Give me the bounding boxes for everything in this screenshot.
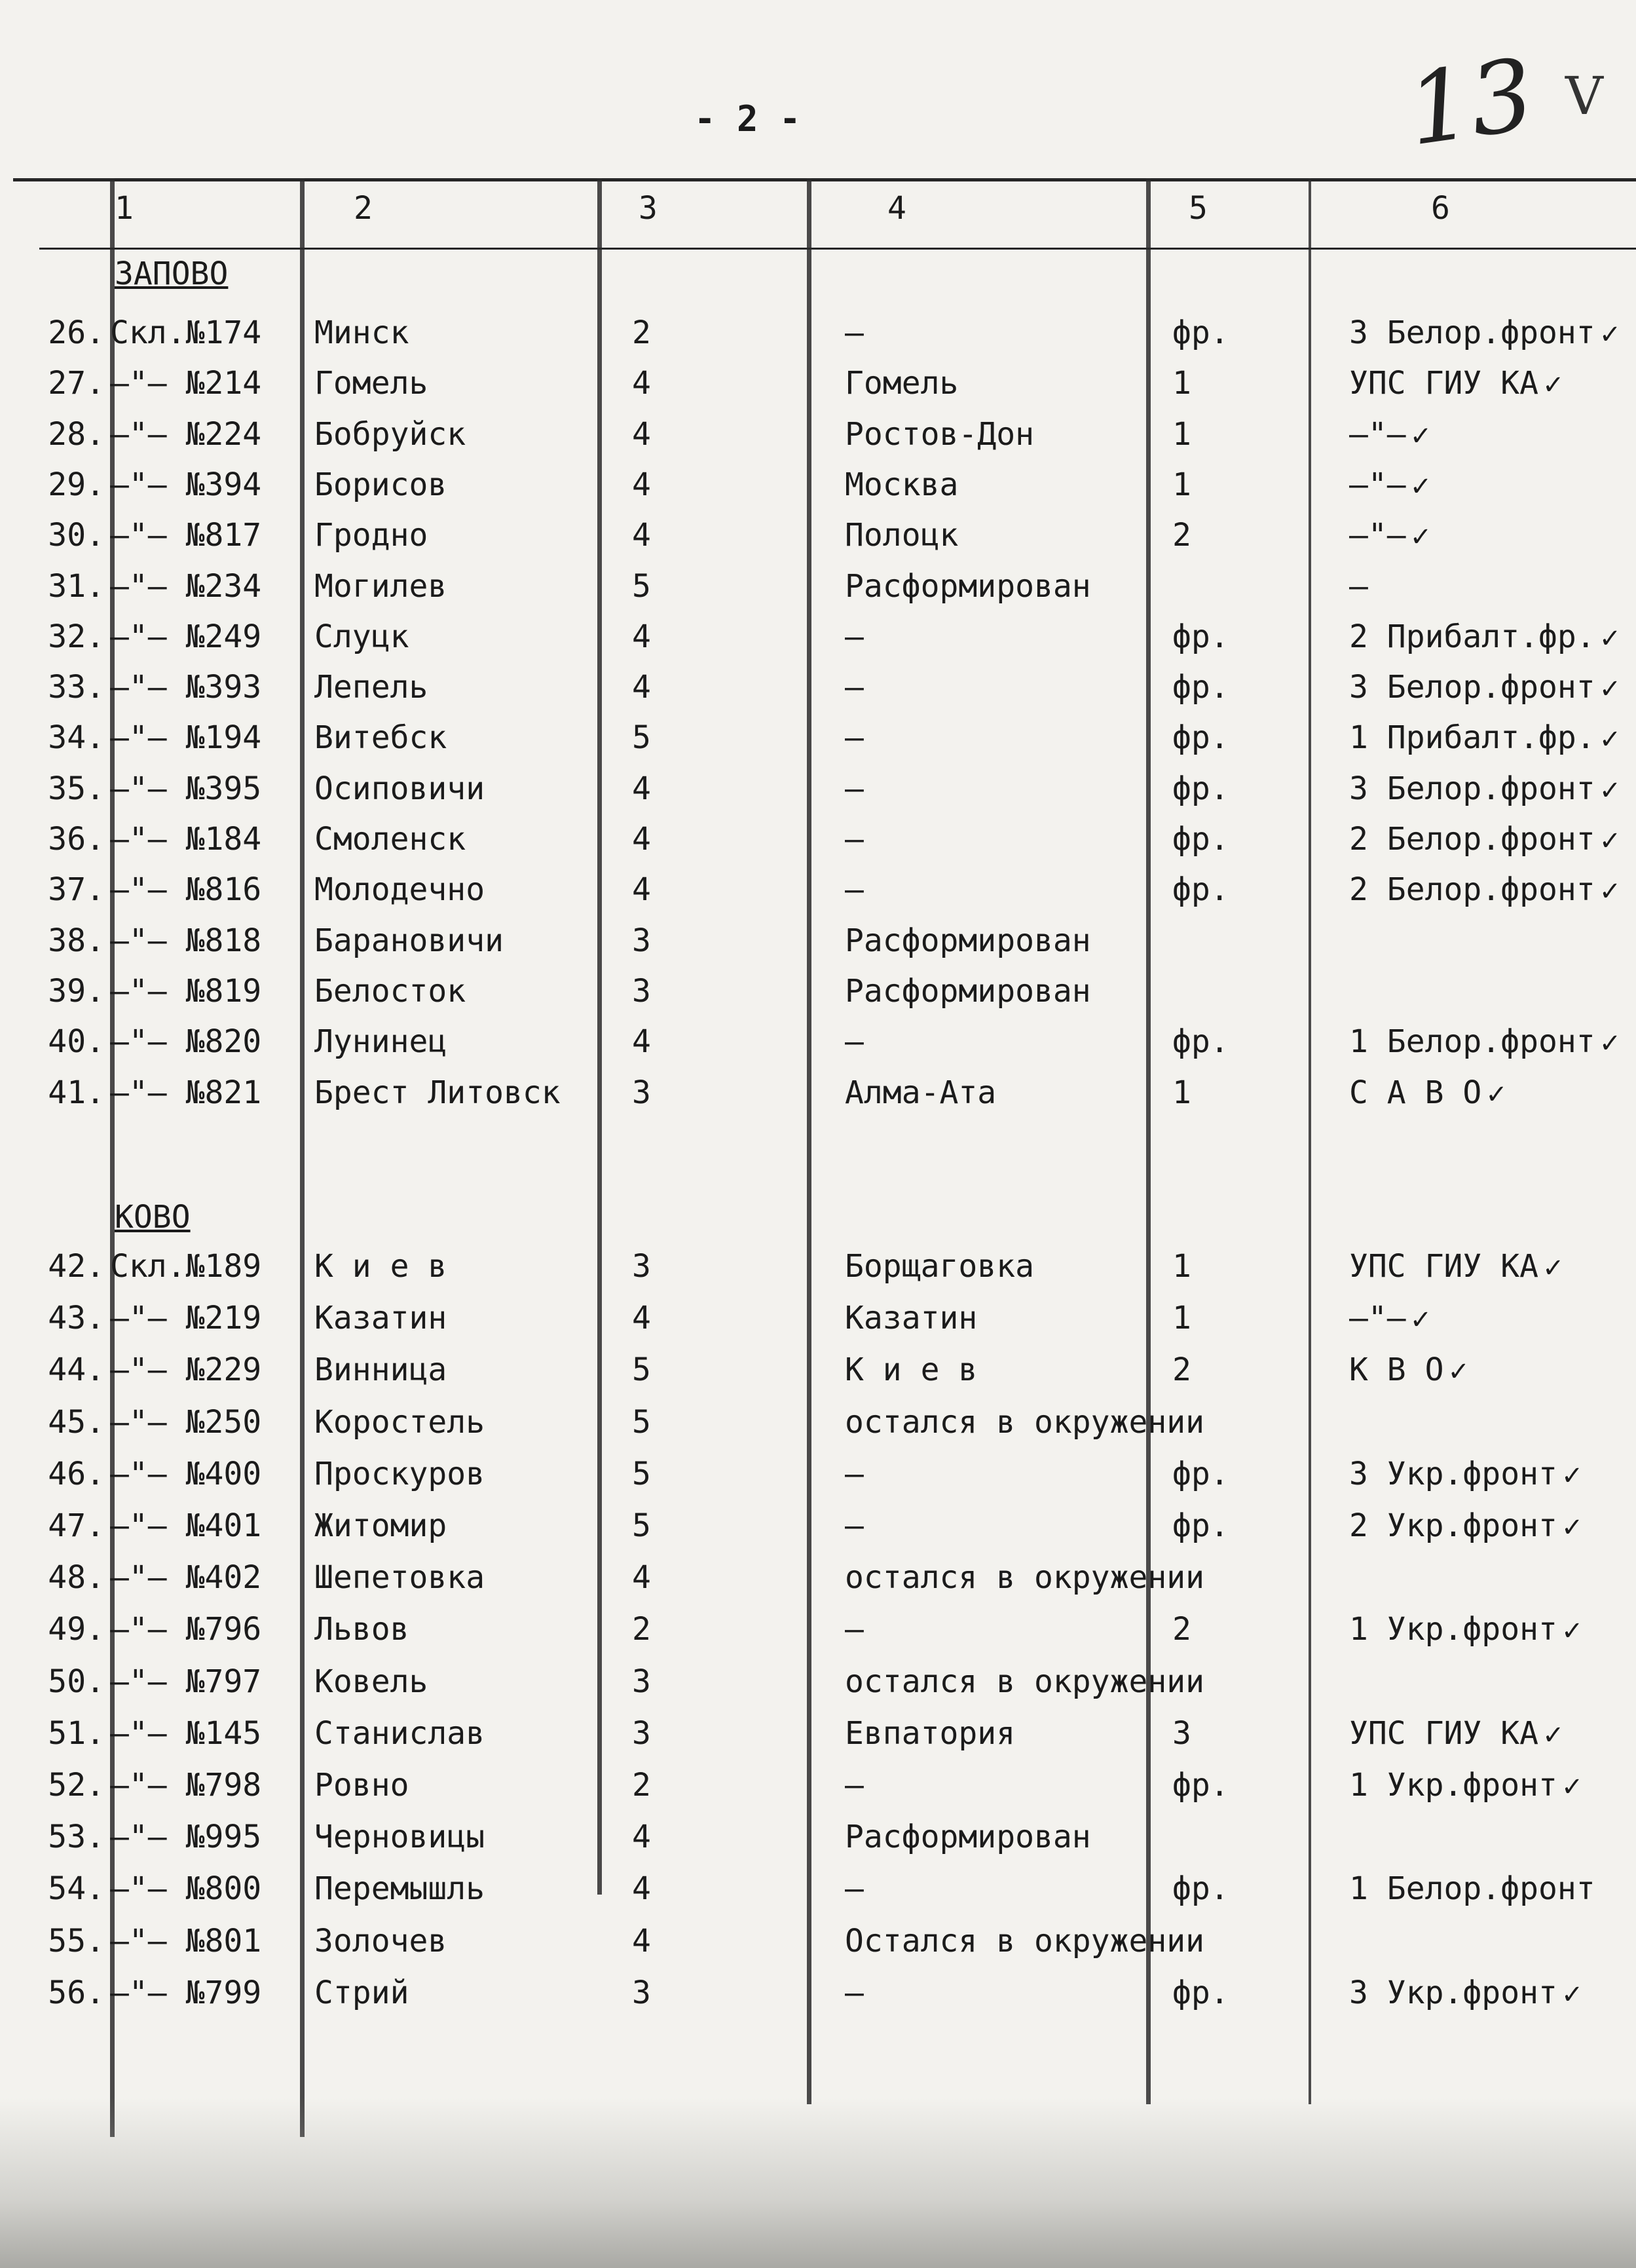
table-cell-location: Лунинец (314, 1023, 447, 1061)
table-cell-disposition: Остался в окружении (845, 1922, 1205, 1959)
check-mark-icon: ✓ (1599, 674, 1622, 705)
table-cell-assigned-to (1349, 466, 1432, 503)
check-mark-icon: ✓ (1542, 370, 1565, 401)
table-cell-status-code: 2 (1172, 1611, 1191, 1648)
table-cell-assigned-to (1349, 1715, 1565, 1752)
table-cell-location: К и е в (314, 1248, 447, 1285)
table-cell-category: 3 (632, 1663, 651, 1700)
table-cell-location: Ровно (314, 1767, 409, 1804)
table-cell-row-number: 32. (48, 618, 105, 655)
table-cell-row-number: 41. (48, 1074, 105, 1111)
table-cell-row-number: 30. (48, 517, 105, 554)
table-cell-category: 3 (632, 1974, 651, 2011)
table-cell-category: 5 (632, 719, 651, 757)
table-cell-location: Черновицы (314, 1819, 485, 1856)
table-cell-location: Молодечно (314, 871, 485, 909)
table-cell-category: 3 (632, 1714, 651, 1752)
table-cell-location: Житомир (314, 1507, 447, 1544)
table-cell-assigned-to (1349, 314, 1621, 351)
table-cell-disposition: – (845, 314, 864, 351)
table-cell-location: Бобруйск (314, 415, 466, 453)
table-cell-category: 5 (632, 567, 651, 605)
check-mark-icon: ✓ (1599, 877, 1622, 907)
table-cell-assigned-to (1349, 1975, 1583, 2011)
table-cell-assigned-to (1349, 416, 1432, 453)
table-cell-disposition: – (845, 1870, 864, 1908)
table-cell-location: Стрий (314, 1974, 409, 2011)
assigned-to-text: 3 Укр.фронт (1349, 1455, 1557, 1492)
assigned-to-text: –"– (1349, 1300, 1406, 1337)
table-cell-row-number: 46. (48, 1455, 105, 1492)
table-cell-disposition: остался в окружении (845, 1403, 1205, 1441)
table-cell-depot-number: –"– №402 (110, 1559, 262, 1597)
assigned-to-text: 2 Укр.фронт (1349, 1507, 1557, 1544)
assigned-to-text: –"– (1349, 517, 1406, 554)
column-divider-3 (597, 178, 602, 1895)
check-mark-icon: ✓ (1409, 1305, 1432, 1336)
table-cell-row-number: 39. (48, 972, 105, 1010)
table-cell-depot-number: –"– №821 (110, 1074, 262, 1111)
table-cell-location: Белосток (314, 972, 466, 1010)
assigned-to-text: УПС ГИУ КА (1349, 365, 1538, 402)
table-cell-location: Винница (314, 1351, 447, 1389)
table-cell-depot-number: –"– №234 (110, 567, 262, 605)
table-cell-status-code: 1 (1172, 1074, 1191, 1111)
check-mark-icon: ✓ (1447, 1357, 1470, 1388)
check-mark-icon: ✓ (1561, 1513, 1584, 1543)
table-cell-row-number: 48. (48, 1559, 105, 1597)
column-divider-5 (1146, 178, 1151, 2104)
check-mark-icon: ✓ (1561, 1616, 1584, 1647)
assigned-to-text: 1 Укр.фронт (1349, 1611, 1557, 1648)
table-cell-disposition: – (845, 1611, 864, 1648)
section-title: КОВО (115, 1199, 191, 1236)
table-cell-row-number: 36. (48, 821, 105, 858)
column-header-6: 6 (1431, 190, 1450, 227)
table-cell-assigned-to (1349, 1351, 1470, 1388)
table-cell-row-number: 34. (48, 719, 105, 757)
table-cell-status-code: фр. (1172, 1974, 1229, 2011)
table-cell-depot-number: –"– №229 (110, 1351, 262, 1389)
table-cell-location: Барановичи (314, 922, 504, 959)
table-cell-disposition: Евпатория (845, 1714, 1016, 1752)
table-cell-assigned-to (1349, 618, 1621, 655)
table-cell-row-number: 38. (48, 922, 105, 959)
table-cell-disposition: – (845, 1023, 864, 1061)
table-top-rule (13, 178, 1636, 181)
column-divider-2 (300, 178, 305, 2137)
table-cell-disposition: – (845, 618, 864, 655)
table-cell-disposition: Расформирован (845, 567, 1091, 605)
check-mark-icon: ✓ (1599, 1029, 1622, 1059)
table-cell-disposition: – (845, 1974, 864, 2011)
column-header-1: 1 (115, 190, 134, 227)
table-cell-status-code: 1 (1172, 1248, 1191, 1285)
table-cell-assigned-to (1349, 770, 1621, 807)
table-cell-location: Ковель (314, 1663, 428, 1700)
table-cell-category: 4 (632, 517, 651, 554)
check-mark-icon: ✓ (1485, 1079, 1508, 1110)
table-cell-depot-number: –"– №219 (110, 1300, 262, 1337)
check-mark-icon: ✓ (1561, 1460, 1584, 1491)
table-cell-disposition: – (845, 1507, 864, 1544)
column-header-5: 5 (1189, 190, 1208, 227)
table-cell-category: 4 (632, 669, 651, 706)
table-cell-status-code: фр. (1172, 669, 1229, 706)
table-cell-category: 4 (632, 365, 651, 402)
table-cell-category: 4 (632, 1559, 651, 1597)
table-cell-assigned-to (1349, 1767, 1583, 1804)
table-cell-disposition: Гомель (845, 365, 959, 402)
table-cell-disposition: Казатин (845, 1300, 978, 1337)
table-cell-disposition: Ростов-Дон (845, 415, 1034, 453)
table-cell-location: Казатин (314, 1300, 447, 1337)
table-cell-status-code: 1 (1172, 365, 1191, 402)
table-cell-location: Перемышль (314, 1870, 485, 1908)
table-cell-assigned-to (1349, 1074, 1508, 1111)
check-mark-icon: ✓ (1599, 320, 1622, 350)
table-cell-assigned-to (1349, 1507, 1583, 1544)
table-cell-location: Витебск (314, 719, 447, 757)
column-divider-4 (807, 178, 811, 2104)
table-cell-status-code: 2 (1172, 1351, 1191, 1389)
table-cell-depot-number: –"– №224 (110, 415, 262, 453)
table-cell-location: Гомель (314, 365, 428, 402)
table-cell-depot-number: –"– №393 (110, 669, 262, 706)
table-cell-category: 4 (632, 1023, 651, 1061)
check-mark-icon: ✓ (1599, 623, 1622, 654)
table-cell-disposition: Расформирован (845, 1819, 1091, 1856)
assigned-to-text: 3 Белор.фронт (1349, 314, 1595, 351)
table-cell-assigned-to (1349, 1248, 1565, 1285)
assigned-to-text: 3 Белор.фронт (1349, 770, 1595, 807)
table-cell-status-code: фр. (1172, 871, 1229, 909)
table-cell-row-number: 50. (48, 1663, 105, 1700)
table-cell-location: Коростель (314, 1403, 485, 1441)
table-cell-depot-number: –"– №796 (110, 1611, 262, 1648)
table-cell-row-number: 28. (48, 415, 105, 453)
table-cell-row-number: 56. (48, 1974, 105, 2011)
folio-check-mark: V (1565, 66, 1603, 126)
table-cell-disposition: остался в окружении (845, 1559, 1205, 1597)
table-cell-status-code: фр. (1172, 719, 1229, 757)
column-divider-6 (1309, 178, 1311, 2104)
assigned-to-text: 1 Белор.фронт (1349, 1023, 1595, 1061)
table-cell-status-code: 1 (1172, 466, 1191, 503)
table-cell-category: 4 (632, 821, 651, 858)
bottom-shadow (0, 2098, 1636, 2268)
table-cell-category: 4 (632, 618, 651, 655)
table-cell-category: 5 (632, 1455, 651, 1492)
table-cell-assigned-to (1349, 517, 1432, 554)
check-mark-icon: ✓ (1409, 522, 1432, 553)
table-cell-row-number: 42. (48, 1248, 105, 1285)
table-cell-location: Могилев (314, 567, 447, 605)
table-cell-status-code: фр. (1172, 1767, 1229, 1804)
column-header-4: 4 (887, 190, 906, 227)
table-cell-depot-number: –"– №819 (110, 972, 262, 1010)
table-cell-status-code: 3 (1172, 1714, 1191, 1752)
table-cell-row-number: 29. (48, 466, 105, 503)
table-cell-depot-number: Скл.№189 (110, 1248, 262, 1285)
header-bottom-rule (39, 248, 1636, 250)
table-cell-status-code: фр. (1172, 1455, 1229, 1492)
table-cell-depot-number: –"– №800 (110, 1870, 262, 1908)
table-cell-location: Смоленск (314, 821, 466, 858)
table-cell-disposition: Расформирован (845, 972, 1091, 1010)
table-cell-row-number: 35. (48, 770, 105, 807)
section-title: ЗАПОВО (115, 255, 229, 292)
table-cell-location: Осиповичи (314, 770, 485, 807)
table-cell-depot-number: –"– №250 (110, 1403, 262, 1441)
table-cell-depot-number: –"– №799 (110, 1974, 262, 2011)
table-cell-assigned-to (1349, 1611, 1583, 1648)
table-cell-row-number: 45. (48, 1403, 105, 1441)
table-cell-location: Станислав (314, 1714, 485, 1752)
table-cell-category: 5 (632, 1507, 651, 1544)
table-cell-disposition: – (845, 871, 864, 909)
table-cell-location: Лепель (314, 669, 428, 706)
table-cell-category: 4 (632, 1300, 651, 1337)
table-cell-assigned-to (1349, 1456, 1583, 1492)
table-cell-depot-number: –"– №797 (110, 1663, 262, 1700)
table-cell-depot-number: Скл.№174 (110, 314, 262, 351)
table-cell-depot-number: –"– №400 (110, 1455, 262, 1492)
table-cell-status-code: фр. (1172, 1023, 1229, 1061)
column-header-3: 3 (639, 190, 658, 227)
table-cell-status-code: фр. (1172, 618, 1229, 655)
table-cell-disposition: Полоцк (845, 517, 959, 554)
table-cell-status-code: 1 (1172, 1300, 1191, 1337)
assigned-to-text: 2 Прибалт.фр. (1349, 618, 1595, 655)
folio-number: 13 (1400, 37, 1541, 168)
table-cell-disposition: Москва (845, 466, 959, 503)
assigned-to-text: 1 Прибалт.фр. (1349, 719, 1595, 757)
table-cell-disposition: – (845, 1767, 864, 1804)
table-cell-category: 3 (632, 1074, 651, 1111)
table-cell-assigned-to (1349, 1300, 1432, 1336)
table-cell-category: 4 (632, 871, 651, 909)
table-cell-row-number: 53. (48, 1819, 105, 1856)
assigned-to-text: С А В О (1349, 1074, 1482, 1111)
table-cell-status-code: фр. (1172, 1870, 1229, 1908)
table-cell-status-code: фр. (1172, 821, 1229, 858)
table-cell-category: 4 (632, 415, 651, 453)
table-cell-category: 4 (632, 1819, 651, 1856)
table-cell-category: 2 (632, 1767, 651, 1804)
table-cell-depot-number: –"– №801 (110, 1922, 262, 1959)
table-cell-disposition: Алма-Ата (845, 1074, 997, 1111)
table-cell-category: 4 (632, 466, 651, 503)
table-cell-depot-number: –"– №145 (110, 1714, 262, 1752)
table-cell-assigned-to (1349, 365, 1565, 402)
table-cell-category: 4 (632, 770, 651, 807)
check-mark-icon: ✓ (1542, 1253, 1565, 1283)
check-mark-icon: ✓ (1599, 826, 1622, 856)
check-mark-icon: ✓ (1561, 1772, 1584, 1802)
table-cell-assigned-to: 1 Белор.фронт (1349, 1870, 1595, 1908)
table-cell-disposition: – (845, 669, 864, 706)
table-cell-row-number: 33. (48, 669, 105, 706)
table-cell-disposition: остался в окружении (845, 1663, 1205, 1700)
assigned-to-text: 3 Укр.фронт (1349, 1974, 1557, 2011)
table-cell-depot-number: –"– №394 (110, 466, 262, 503)
table-cell-row-number: 51. (48, 1714, 105, 1752)
table-cell-assigned-to (1349, 871, 1621, 908)
table-cell-depot-number: –"– №817 (110, 517, 262, 554)
table-cell-row-number: 52. (48, 1767, 105, 1804)
check-mark-icon: ✓ (1599, 775, 1622, 806)
table-cell-depot-number: –"– №820 (110, 1023, 262, 1061)
table-cell-category: 2 (632, 1611, 651, 1648)
table-cell-location: Брест Литовск (314, 1074, 561, 1111)
table-cell-category: 5 (632, 1351, 651, 1389)
table-cell-disposition: – (845, 821, 864, 858)
table-cell-status-code: фр. (1172, 770, 1229, 807)
check-mark-icon: ✓ (1409, 421, 1432, 451)
table-cell-depot-number: –"– №194 (110, 719, 262, 757)
column-header-2: 2 (354, 190, 373, 227)
table-cell-row-number: 54. (48, 1870, 105, 1908)
table-cell-status-code: фр. (1172, 1507, 1229, 1544)
table-cell-disposition: Расформирован (845, 922, 1091, 959)
table-cell-depot-number: –"– №818 (110, 922, 262, 959)
table-cell-location: Львов (314, 1611, 409, 1648)
table-cell-location: Борисов (314, 466, 447, 503)
table-cell-disposition: – (845, 719, 864, 757)
table-cell-category: 4 (632, 1922, 651, 1959)
assigned-to-text: 1 Укр.фронт (1349, 1767, 1557, 1804)
table-cell-location: Минск (314, 314, 409, 351)
table-cell-row-number: 27. (48, 365, 105, 402)
table-cell-row-number: 43. (48, 1300, 105, 1337)
assigned-to-text: 2 Белор.фронт (1349, 871, 1595, 909)
table-cell-assigned-to (1349, 719, 1621, 756)
table-cell-row-number: 26. (48, 314, 105, 351)
assigned-to-text: 3 Белор.фронт (1349, 669, 1595, 706)
table-cell-disposition: К и е в (845, 1351, 978, 1389)
table-cell-status-code: 1 (1172, 415, 1191, 453)
table-cell-depot-number: –"– №401 (110, 1507, 262, 1544)
assigned-to-text: –"– (1349, 415, 1406, 453)
check-mark-icon: ✓ (1409, 471, 1432, 502)
table-cell-location: Шепетовка (314, 1559, 485, 1597)
table-cell-location: Гродно (314, 517, 428, 554)
check-mark-icon: ✓ (1542, 1720, 1565, 1750)
table-cell-location: Золочев (314, 1922, 447, 1959)
assigned-to-text: УПС ГИУ КА (1349, 1248, 1538, 1285)
table-cell-location: Слуцк (314, 618, 409, 655)
table-cell-assigned-to (1349, 669, 1621, 706)
table-cell-category: 3 (632, 922, 651, 959)
table-cell-row-number: 31. (48, 567, 105, 605)
table-cell-category: 2 (632, 314, 651, 351)
page-number: - 2 - (694, 98, 801, 140)
assigned-to-text: К В О (1349, 1351, 1444, 1389)
table-cell-row-number: 44. (48, 1351, 105, 1389)
table-cell-row-number: 40. (48, 1023, 105, 1061)
table-cell-disposition: Борщаговка (845, 1248, 1034, 1285)
assigned-to-text: 2 Белор.фронт (1349, 821, 1595, 858)
table-cell-assigned-to: – (1349, 567, 1368, 605)
table-cell-depot-number: –"– №798 (110, 1767, 262, 1804)
table-cell-status-code: 2 (1172, 517, 1191, 554)
table-cell-category: 3 (632, 972, 651, 1010)
table-cell-category: 5 (632, 1403, 651, 1441)
table-cell-depot-number: –"– №184 (110, 821, 262, 858)
table-cell-depot-number: –"– №214 (110, 365, 262, 402)
table-cell-row-number: 37. (48, 871, 105, 909)
table-cell-depot-number: –"– №995 (110, 1819, 262, 1856)
table-cell-assigned-to (1349, 821, 1621, 858)
table-cell-depot-number: –"– №395 (110, 770, 262, 807)
table-cell-row-number: 49. (48, 1611, 105, 1648)
table-cell-depot-number: –"– №816 (110, 871, 262, 909)
check-mark-icon: ✓ (1561, 1979, 1584, 2010)
table-cell-category: 4 (632, 1870, 651, 1908)
table-cell-location: Проскуров (314, 1455, 485, 1492)
table-cell-row-number: 55. (48, 1922, 105, 1959)
table-cell-status-code: фр. (1172, 314, 1229, 351)
assigned-to-text: УПС ГИУ КА (1349, 1714, 1538, 1752)
table-cell-category: 3 (632, 1248, 651, 1285)
table-cell-depot-number: –"– №249 (110, 618, 262, 655)
table-cell-row-number: 47. (48, 1507, 105, 1544)
table-cell-disposition: – (845, 770, 864, 807)
assigned-to-text: –"– (1349, 466, 1406, 503)
table-cell-disposition: – (845, 1455, 864, 1492)
check-mark-icon: ✓ (1599, 725, 1622, 755)
table-cell-assigned-to (1349, 1023, 1621, 1060)
